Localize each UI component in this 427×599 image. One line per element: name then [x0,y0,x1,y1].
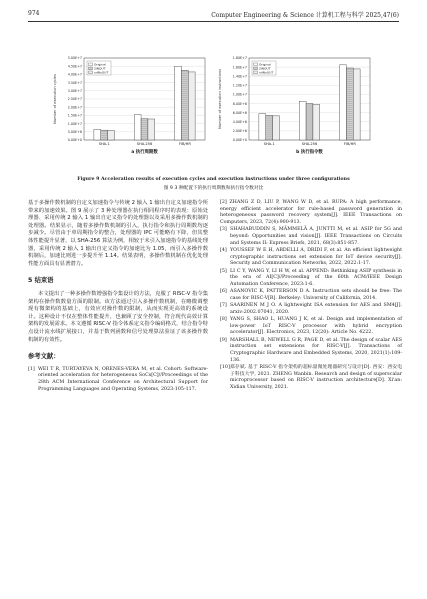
bar [273,116,280,140]
reference-number: [9] [220,337,227,343]
bar [175,66,182,140]
y-tick-label: 3.50E+7 [67,80,82,85]
bar [94,129,101,140]
bar [181,70,188,140]
reference-list [28,367,208,394]
chart-subtitle: a 执行周期数 [131,150,158,155]
reference-text: YANG S, SHAO L, HUANG J K, et al. Design and implementation of low-power IoT RISC-V processor with hybrid encryption accelerator[J]. Electronics, 2023, 12(20): Article No. 4222. [230,316,402,336]
y-tick-label: 2.50E+7 [67,97,82,102]
reference-text: YOUSSEF W E H, ABDELLI A, DRIDI F, et al. An efficient lightweight cryptographic instructions set extension for IoT device security[J]. Security and Communication Networks, 2022, 2022:1-17. [230,247,402,267]
reference-list [220,200,402,392]
bar [141,119,148,140]
reference-item [220,248,402,268]
left-column [28,200,208,394]
reference-number: [7] [220,303,227,309]
y-tick-label: 1.80E+7 [232,56,247,61]
reference-item [220,289,402,302]
reference-item [220,269,402,289]
reference-item [220,227,402,247]
y-tick-label: 5.00E+6 [67,130,82,134]
reference-text: SHAHABUDDIN S, MÄMMELÄ A, JUNTTI M, et al. ASIP for 5G and beyond: Opportunities and vision[J]. IEEE Transactions on Circuits and Systems II: Express Briefs, 2021, 68(3):851-857. [230,227,402,246]
bar [134,115,141,140]
reference-item [220,317,402,337]
y-tick-label: 5.00E+7 [67,56,82,61]
reference-item [220,338,402,365]
x-tick-label: SHA-256 [301,142,318,146]
reference-number: [8] [220,316,227,322]
reference-item [220,200,402,227]
y-tick-label: 4.00E+6 [232,119,247,124]
reference-text: [2] ZHANG Z D, LIU P, WANG W D, et al. RUPA: A high performance, energy efficient accelerator for rule-based password generation in heterogeneous password recovery system[J]. IEEE Transactions on Computers, 2023, 72(4):900-913. [220,200,402,226]
reference-number: [10] [220,364,230,370]
y-tick-label: 8.00E+6 [232,101,247,106]
reference-text: MARSHALL B, NEWELL G R, PAGE D, et al. The design of scalar AES instruction set extensions for RISC-V[J]. Transactions of Cryptographic Hardware and Embedded Systems, 2020, 2021(1):109-136. [230,337,402,363]
legend-label: 2INOUT [259,66,271,71]
bar [299,101,306,140]
y-tick-label: 3.00E+7 [67,89,82,93]
bar [340,65,347,140]
journal-title: Computer Engineering & Science 计算机工程与科学 2025,47(6) [211,12,399,19]
y-axis-label: Number of execution cycles [53,74,57,124]
running-header [28,8,399,20]
legend-swatch [254,71,258,74]
chart-execution-cycles [50,52,210,170]
bar [346,68,353,140]
reference-item [220,303,402,316]
y-tick-label: 0.00E+0 [67,138,82,143]
bar [148,119,155,140]
section-title-conclusion: 5 结束语 [28,277,54,285]
y-tick-label: 0.00E+0 [232,138,247,143]
y-tick-label: 1.00E+7 [67,121,82,126]
x-tick-label: SHA-1 [98,142,110,146]
y-tick-label: 6.00E+6 [232,110,247,115]
figure-caption-cn: 图 9 3 种配置下的执行周期数和执行指令数对比 [163,186,264,191]
y-tick-label: 2.00E+7 [67,105,82,110]
y-tick-label: 1.60E+7 [232,65,247,70]
bar [313,104,320,140]
y-tick-label: 1.00E+7 [232,92,247,97]
reference-item [220,365,402,392]
legend-swatch [89,71,93,74]
legend-label: ndNoOUT [94,70,109,75]
y-tick-label: 1.50E+7 [67,113,82,118]
x-tick-label: SHA-1 [263,142,275,146]
x-tick-label: SHA-256 [136,142,153,146]
y-tick-label: 4.50E+7 [67,64,82,69]
legend-label: 2INOUT [94,66,106,71]
x-tick-label: FIB/HR [343,142,356,146]
legend-swatch [254,63,258,66]
x-tick-label: FIB/HR [178,142,191,146]
references-title: 参考文献： [28,353,60,361]
bar [188,72,195,140]
bar [353,69,360,140]
body-paragraph: 本文提出了一种多操作数增强指令集设计的方法，克服了 RISC-V 指令集架构在操作数数量方面的限制。该方法通过引入多操作数机制，在略微调整现有微架构的基础上，有效应对操作数的限制，从而实现更高效的系统设计。这种设计不仅在整体性能提升，也兼顾了安全控制，符合现代高效计算架构的发展需求。本文遵循 RISC-V 指令体系定义指令编码格式，结合指令特点设计流水线扩展接口，并基于数列函数和信号处理算法验证了该多操作数机制的有效性。 [28,290,208,343]
chart-execution-instructions [215,52,375,170]
reference-text: LI C Y, WANG Y, LI H W, et al. APPEND: Rethinking ASIP synthesis in the era of AI[C]//Proceeding of the 60th ACM/IEEE Design Automation Conference, 2023:1-6. [230,268,402,287]
reference-text: WEI T R, TURTAYEVA N, ORENES-VERA M, et al. Cohort: Software-oriented acceleration for heterogeneous SoCs[C]//Proceedings of the 28th ACM International Conference on Architectural Support for Programming Languages and Operating Systems, 2023:105-117. [38,366,208,392]
legend-label: Original [94,62,106,67]
reference-item [28,367,208,394]
y-tick-label: 1.20E+7 [232,83,247,88]
legend-label: Original [259,62,271,67]
chart-a-svg [50,52,210,170]
legend-swatch [89,63,93,66]
reference-number: [6] [220,289,227,295]
chart-b-svg [215,52,375,170]
y-tick-label: 2.00E+6 [232,129,247,134]
figure-caption-en: Figure 9 Acceleration results of execution cycles and execution instructions under three configurations [77,177,350,182]
legend-swatch [254,67,258,70]
reference-number: [5] [220,268,227,274]
reference-number: [3] [220,227,227,233]
bar [259,114,266,140]
reference-number: [1] [28,366,35,372]
reference-text: SAARINEN M J O. A lightweight ISA extension for AES and SM4[J]. arxiv:2002.07041, 2020. [230,303,402,315]
header-rule [28,21,399,22]
y-axis-label: Number of execution instructions [218,69,222,129]
bar [266,115,273,140]
bar [108,130,115,140]
body-paragraph: 基于多操作数机制的自定义加速指令与传统 2 输入 1 输出自定义加速指令所带来的加速效果。图 9 展示了 3 种处理器在执行相同程序时的表现：原始处理器、采用传统 2 输入 1 输出自定义指令的处理器以及采用多操作数机制的处理器。结果显示，随着多操作数机制的引入，执行指令和执行周期数均逐步减少。尽管由于单周期指令的整合，处理器的 IPC 可能略有下降，但其整体性能提升显著，以 SHA-256 算法为例，相较于未引入加速指令的基线处理器，采用传统 2 输入 1 输出自定义指令的加速比为 1.05，而引入多操作数机制后，加速比则进一步提升至 1.14。结果表明，多操作数机制在优化处理性能方面具有显著潜力。 [28,200,208,267]
page-number: 974 [28,10,40,17]
legend-swatch [89,67,93,70]
right-column [220,200,402,392]
y-tick-label: 4.00E+7 [67,72,82,77]
reference-text: 郑存斌. 基于 RISC-V 指令架构的超标量微处理器研究与设计[D]. 西安：西安电子科技大学, 2021. ZHENG Wanbin. Research and design of superscalar microprocessor based on RISC-V instruction architecture[D]. Xi'an: Xidian University, 2021. [230,364,402,390]
reference-number: [4] [220,247,227,253]
reference-text: ASANOVIC K, PATTERSON D A. Instruction sets should be free: The case for RISC-V[R]. Berkeley: University of California, 2014. [230,289,402,301]
y-tick-label: 1.40E+7 [232,74,247,79]
chart-subtitle: b 执行指令数 [296,150,323,155]
legend-label: ndNoOUT [259,70,274,75]
